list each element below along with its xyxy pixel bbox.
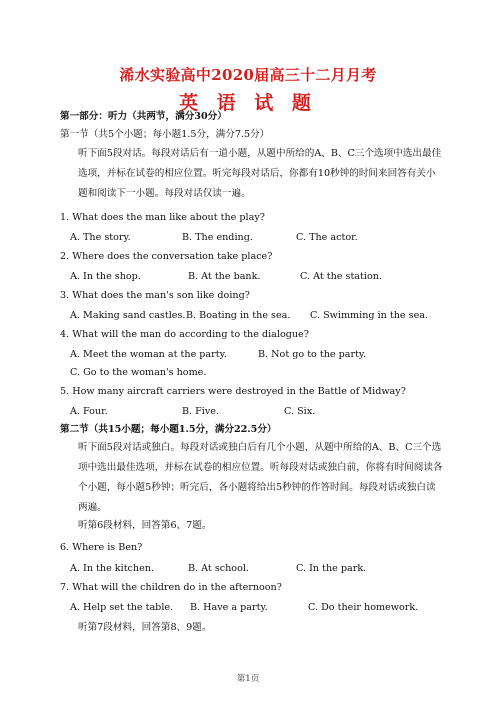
part1-heading: 第一部分：听力（共两节，满分30分）	[60, 111, 227, 122]
material-7-note: 听第7段材料，回答第8、9题。	[78, 622, 212, 633]
q4-option-b: B. Not go to the party.	[258, 349, 367, 360]
q3-option-a: A. Making sand castles.	[70, 310, 186, 321]
q6-option-b: B. At school.	[188, 563, 249, 574]
q2-option-b: B. At the bank.	[188, 271, 261, 282]
q6-option-c: C. In the park.	[296, 563, 367, 574]
question-5: 5. How many aircraft carriers were destroyed in the Battle of Midway?	[60, 386, 406, 397]
q1-option-b: B. The ending.	[182, 232, 253, 243]
section1-instructions: 听下面5段对话。每段对话后有一道小题，从题中所给的A、B、C三个选项中选出最佳选项，并标在试卷的相应位置。听完每段对话后，你都有10秒钟的时间来回答有关小题和阅读下一小题。每段对话仅读一遍。	[78, 148, 442, 199]
q2-option-a: A. In the shop.	[70, 271, 141, 282]
question-2: 2. Where does the conversation take place?	[60, 251, 273, 262]
section2-instructions: 听下面5段对话或独白。每段对话或独白后有几个小题，从题中所给的A、B、C三个选项中选出最佳选项，并标在试卷的相应位置。听每段对话或独白前，你将有时间阅读各个小题，每小题5秒钟；听完后，各小题将给出5秒钟的作答时间。每段对话或独白读两遍。	[78, 442, 443, 513]
q7-option-a: A. Help set the table.	[70, 602, 174, 613]
q5-option-a: A. Four.	[70, 406, 108, 417]
q5-option-c: C. Six.	[284, 406, 316, 417]
section2-heading: 第二节（共15小题；每小题1.5分，满分22.5分）	[60, 424, 277, 435]
school-title: 浠水实验高中2020届高三十二月月考	[119, 66, 377, 84]
q6-option-a: A. In the kitchen.	[70, 563, 155, 574]
page-number: 第1页	[236, 674, 260, 684]
q7-option-b: B. Have a party.	[190, 602, 268, 613]
q1-option-c: C. The actor.	[296, 232, 358, 243]
q3-option-c: C. Swimming in the sea.	[310, 310, 429, 321]
material-6-note: 听第6段材料，回答第6、7题。	[78, 520, 212, 531]
section1-heading: 第一节（共5个小题；每小题1.5分，满分7.5分）	[60, 129, 270, 140]
q4-option-a: A. Meet the woman at the party.	[70, 349, 227, 360]
q2-option-c: C. At the station.	[300, 271, 382, 282]
question-6: 6. Where is Ben?	[60, 542, 143, 553]
subject-title: 英 语 试 题	[179, 92, 317, 114]
question-4: 4. What will the man do according to the dialogue?	[60, 329, 309, 340]
q1-option-a: A. The story.	[70, 232, 131, 243]
q7-option-c: C. Do their homework.	[308, 602, 419, 613]
question-3: 3. What does the man's son like doing?	[60, 290, 250, 301]
q5-option-b: B. Five.	[182, 406, 220, 417]
question-1: 1. What does the man like about the play?	[60, 212, 265, 223]
q4-option-c: C. Go to the woman's home.	[70, 367, 207, 378]
q3-option-b: B. Boating in the sea.	[186, 310, 291, 321]
question-7: 7. What will the children do in the afternoon?	[60, 582, 282, 593]
